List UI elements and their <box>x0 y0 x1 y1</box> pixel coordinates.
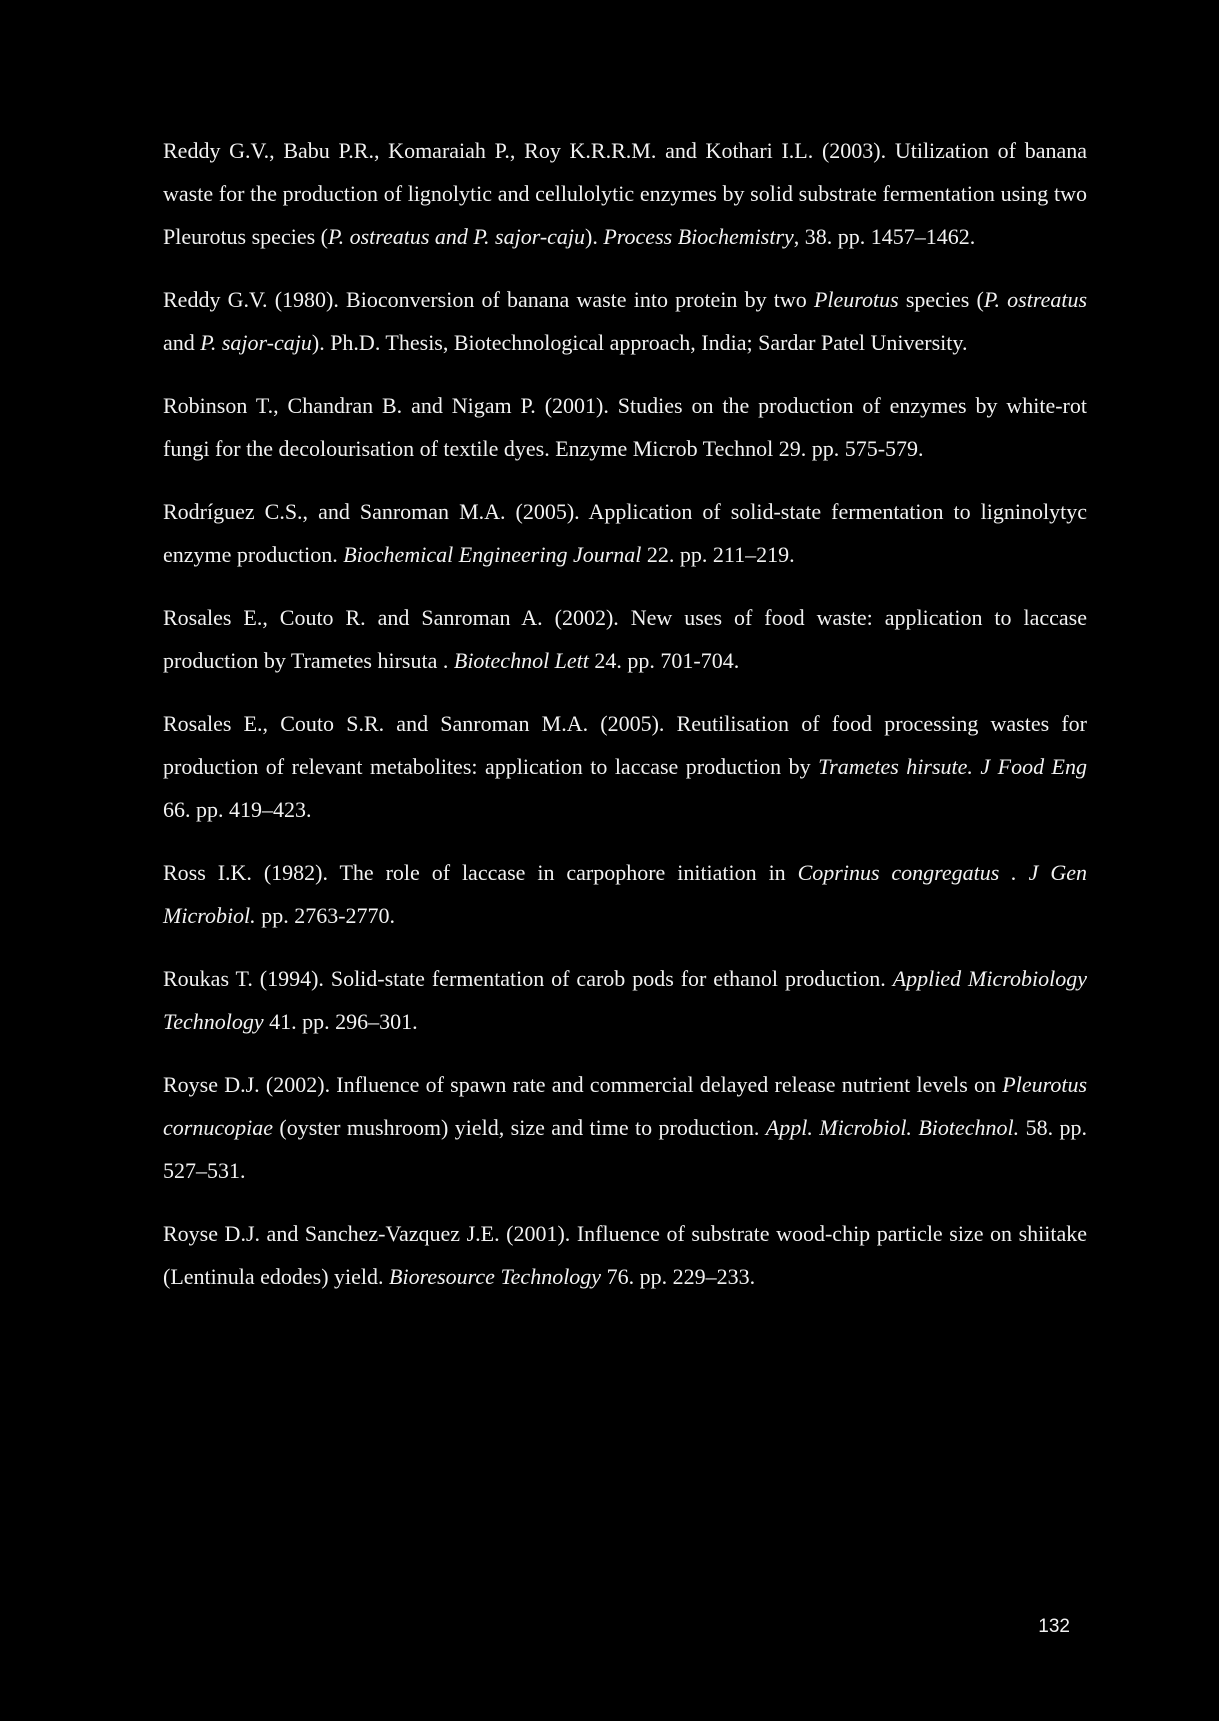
reference-text: and <box>163 330 201 355</box>
reference-text: Royse D.J. (2002). Influence of spawn rate and commercial delayed release nutrient levels on <box>163 1072 1003 1097</box>
reference-entry <box>163 851 1087 937</box>
reference-text: Reddy G.V., Babu P.R., Komaraiah P., Roy K.R.R.M. and Kothari I.L. (2003). Utilization of banana waste for the production of lignolytic and cellulolytic enzymes by solid substrate fermentation using two Pleurotus species ( <box>163 138 1087 249</box>
reference-text: ). Ph.D. Thesis, Biotechnological approach, India; Sardar Patel University. <box>311 330 968 355</box>
reference-entry <box>163 1212 1087 1298</box>
reference-text: Ross I.K. (1982). The role of laccase in carpophore initiation in <box>163 860 798 885</box>
reference-entry <box>163 702 1087 831</box>
reference-entry <box>163 129 1087 258</box>
reference-italic-text: Pleurotus <box>813 287 899 312</box>
reference-text: Roukas T. (1994). Solid-state fermentation of carob pods for ethanol production. <box>163 966 893 991</box>
reference-italic-text: Trametes hirsute. J Food Eng <box>818 754 1087 779</box>
reference-text: pp. 2763-2770. <box>255 903 396 928</box>
reference-italic-text: P. sajor-caju <box>200 330 312 355</box>
reference-italic-text: Coprinus congregatus . J Gen Microbiol. <box>163 860 1087 928</box>
reference-text: Rosales E., Couto R. and Sanroman A. (2002). New uses of food waste: application to laccase production by Trametes hirsuta . <box>163 605 1087 673</box>
reference-text: Rosales E., Couto S.R. and Sanroman M.A. (2005). Reutilisation of food processing wastes for production of relevant metabolites: application to laccase production by <box>163 711 1087 779</box>
reference-text: Robinson T., Chandran B. and Nigam P. (2001). Studies on the production of enzymes by white-rot fungi for the decolourisation of textile dyes. Enzyme Microb Technol 29. pp. 575-579. <box>163 393 1087 461</box>
reference-text: 66. pp. 419–423. <box>163 797 312 822</box>
reference-italic-text: Pleurotus cornucopiae <box>163 1072 1087 1140</box>
reference-entry <box>163 384 1087 470</box>
reference-text: ). <box>585 224 604 249</box>
reference-text: (oyster mushroom) yield, size and time to production. <box>272 1115 766 1140</box>
reference-text: 24. pp. 701-704. <box>588 648 740 673</box>
reference-text: Rodríguez C.S., and Sanroman M.A. (2005). Application of solid-state fermentation to ligninolytyc enzyme production. <box>163 499 1087 567</box>
reference-text: 58. pp. 527–531. <box>163 1115 1087 1183</box>
reference-italic-text: Applied Microbiology Technology <box>163 966 1087 1034</box>
reference-italic-text: Biochemical Engineering Journal <box>343 542 642 567</box>
reference-text: Royse D.J. and Sanchez-Vazquez J.E. (2001). Influence of substrate wood-chip particle size on shiitake (Lentinula edodes) yield. <box>163 1221 1087 1289</box>
reference-italic-text: P. ostreatus <box>983 287 1088 312</box>
reference-text: , 38. pp. 1457–1462. <box>793 224 976 249</box>
reference-entry <box>163 1063 1087 1192</box>
reference-italic-text: Biotechnol Lett <box>453 648 589 673</box>
reference-text: 76. pp. 229–233. <box>601 1264 756 1289</box>
reference-text: 22. pp. 211–219. <box>641 542 795 567</box>
page-number: 132 <box>1038 1616 1070 1637</box>
reference-entry <box>163 278 1087 364</box>
reference-text: species ( <box>898 287 984 312</box>
reference-italic-text: P. ostreatus and P. sajor-caju <box>327 224 586 249</box>
reference-italic-text: Process Biochemistry <box>603 224 794 249</box>
reference-text: 41. pp. 296–301. <box>263 1009 418 1034</box>
reference-italic-text: Bioresource Technology <box>389 1264 602 1289</box>
reference-list <box>163 129 1087 1318</box>
reference-entry <box>163 596 1087 682</box>
reference-entry <box>163 957 1087 1043</box>
reference-entry <box>163 490 1087 576</box>
reference-italic-text: Appl. Microbiol. Biotechnol. <box>765 1115 1020 1140</box>
reference-text: Reddy G.V. (1980). Bioconversion of banana waste into protein by two <box>163 287 814 312</box>
